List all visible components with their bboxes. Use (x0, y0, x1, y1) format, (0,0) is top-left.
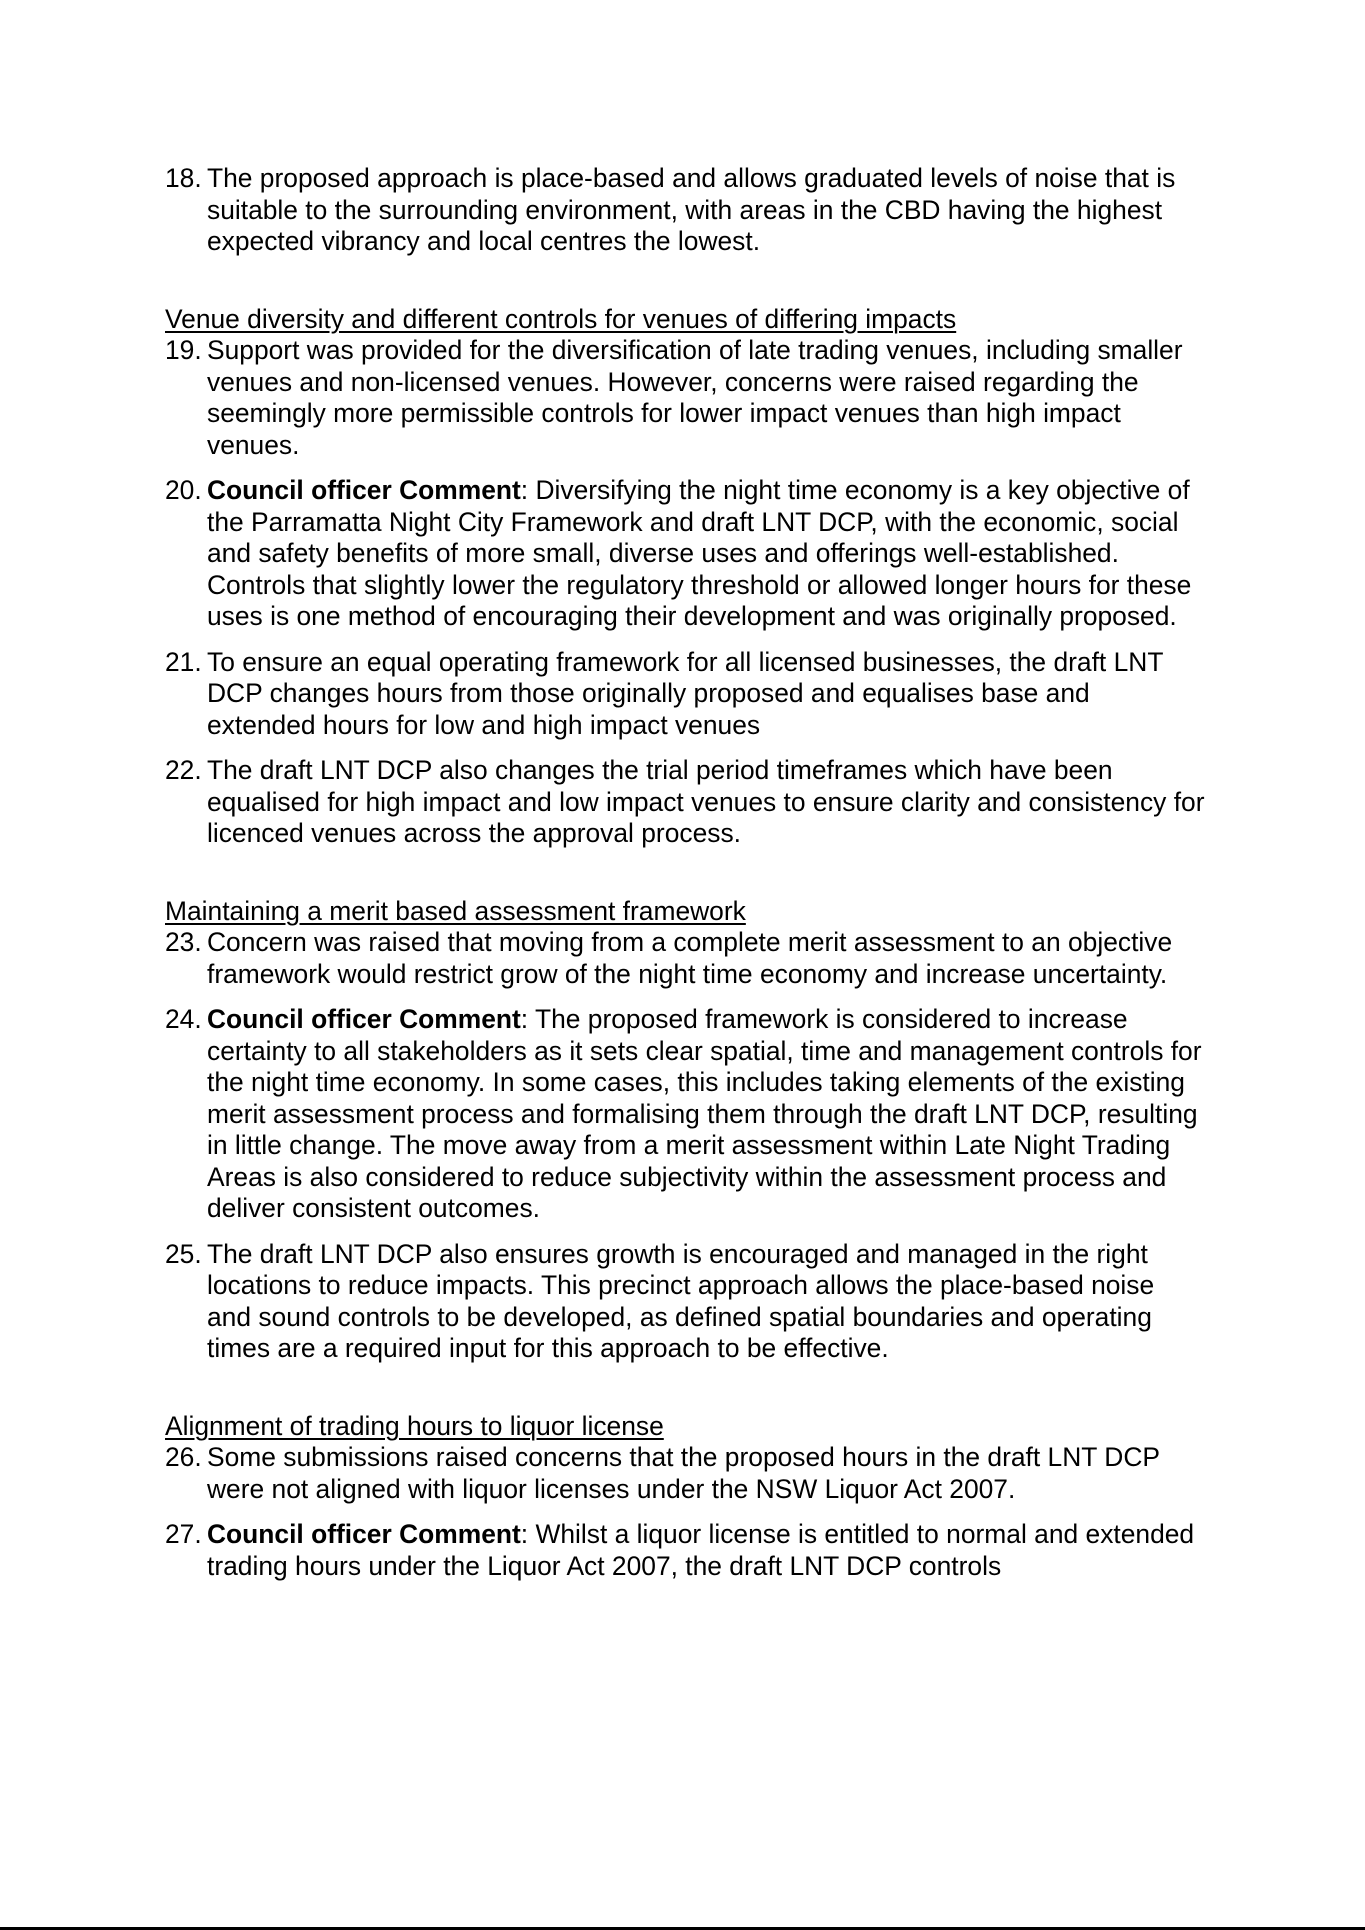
item-text (207, 1442, 1205, 1505)
item-number: 23. (165, 927, 202, 957)
item-number: 19. (165, 335, 202, 365)
item-body: Some submissions raised concerns that the proposed hours in the draft LNT DCP were not aligned with liquor licenses under the NSW Liquor Act 2007. (207, 1442, 1160, 1504)
item-bold-lead: Council officer Comment (207, 1004, 521, 1034)
item-number: 25. (165, 1238, 202, 1269)
section-heading-venue-diversity: Venue diversity and different controls for venues of differing impacts (165, 303, 957, 334)
list-item-18 (165, 163, 1205, 258)
document-content (165, 163, 1205, 1596)
item-body: To ensure an equal operating framework for all licensed businesses, the draft LNT DCP changes hours from those originally proposed and equalises base and extended hours for low and high impact venues (207, 646, 1163, 740)
item-text (207, 335, 1205, 461)
list-item-25 (165, 1239, 1205, 1365)
item-number: 20. (165, 475, 202, 505)
item-number: 22. (165, 755, 202, 785)
list-item-20 (165, 475, 1205, 633)
list-item-24 (165, 1004, 1205, 1225)
item-body: The proposed approach is place-based and allows graduated levels of noise that is suitable to the surrounding environment, with areas in the CBD having the highest expected vibrancy and local centres the lowest. (207, 163, 1176, 256)
section-heading-trading-hours: Alignment of trading hours to liquor license (165, 1410, 664, 1441)
list-item-19 (165, 335, 1205, 461)
item-bold-lead: Council officer Comment (207, 1519, 521, 1549)
item-body: Support was provided for the diversification of late trading venues, including smaller venues and non-licensed venues. However, concerns were raised regarding the seemingly more permissible controls for lower impact venues than high impact venues. (207, 335, 1183, 460)
item-number: 18. (165, 163, 202, 193)
item-text (207, 475, 1205, 633)
item-number: 21. (165, 646, 202, 677)
item-text (207, 1239, 1205, 1365)
item-bold-lead: Council officer Comment (207, 475, 521, 505)
item-body: The draft LNT DCP also ensures growth is encouraged and managed in the right locations to reduce impacts. This precinct approach allows the place-based noise and sound controls to be developed, as defined spatial boundaries and operating times are a required input for this approach to be effective. (207, 1238, 1155, 1363)
item-body: Concern was raised that moving from a complete merit assessment to an objective framework would restrict grow of the night time economy and increase uncertainty. (207, 927, 1173, 989)
item-body: : Whilst a liquor license is entitled to normal and extended trading hours under the Liquor Act 2007, the draft LNT DCP controls (207, 1519, 1195, 1581)
item-text (207, 163, 1205, 258)
item-text (207, 1004, 1205, 1225)
item-body: : Diversifying the night time economy is a key objective of the Parramatta Night City Framework and draft LNT DCP, with the economic, social and safety benefits of more small, diverse uses and offerings well-established. Controls that slightly lower the regulatory threshold or allowed longer hours for these uses is one method of encouraging their development and was originally proposed. (207, 475, 1192, 631)
item-text (207, 927, 1205, 990)
list-item-26 (165, 1442, 1205, 1505)
list-item-21 (165, 647, 1205, 742)
item-body: : The proposed framework is considered to increase certainty to all stakeholders as it sets clear spatial, time and management controls for the night time economy. In some cases, this includes taking elements of the existing merit assessment process and formalising them through the draft LNT DCP, resulting in little change. The move away from a merit assessment within Late Night Trading Areas is also considered to reduce subjectivity within the assessment process and deliver consistent outcomes. (207, 1004, 1202, 1223)
item-body: The draft LNT DCP also changes the trial period timeframes which have been equalised for high impact and low impact venues to ensure clarity and consistency for licenced venues across the approval process. (207, 755, 1205, 848)
item-text (207, 1519, 1205, 1582)
item-text (207, 755, 1205, 850)
list-item-23 (165, 927, 1205, 990)
item-number: 24. (165, 1004, 202, 1034)
list-item-27 (165, 1519, 1205, 1582)
section-heading-merit-assessment: Maintaining a merit based assessment framework (165, 895, 746, 926)
item-text (207, 647, 1205, 742)
item-number: 26. (165, 1442, 202, 1472)
list-item-22 (165, 755, 1205, 850)
item-number: 27. (165, 1519, 202, 1549)
